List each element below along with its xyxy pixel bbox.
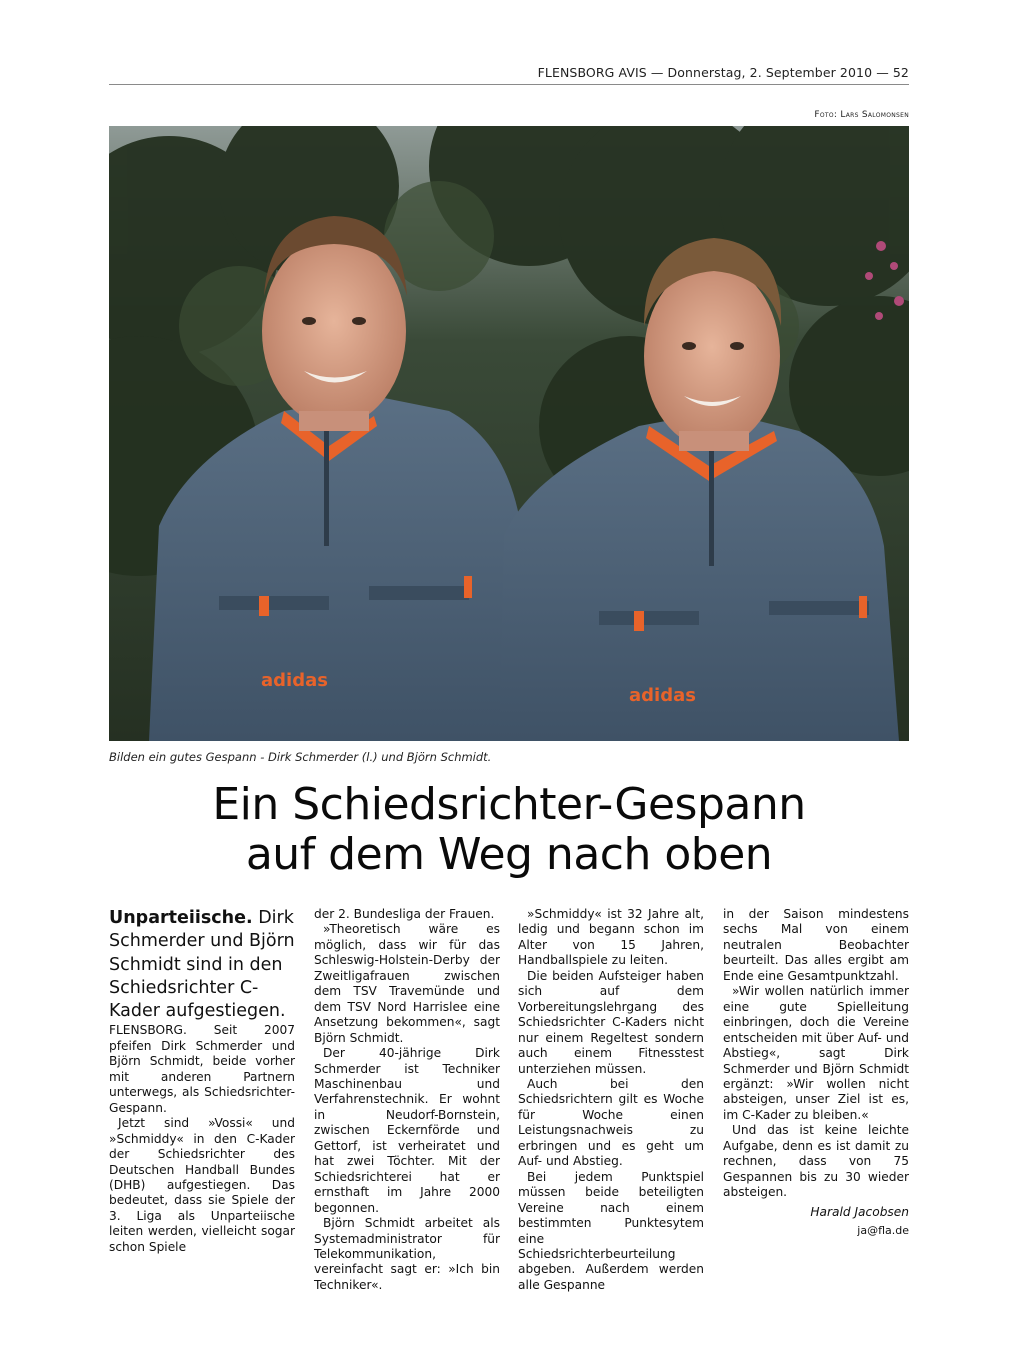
paragraph: Auch bei den Schiedsrichtern gilt es Woche für Woche einen Leistungsnachweis zu erbringen und es geht um Auf- und Abstieg. — [518, 1076, 704, 1169]
article-column-3 — [518, 907, 704, 1293]
paragraph: Jetzt sind »Vossi« und »Schmiddy« in den C-Kader der Schiedsrichter des Deutschen Handball Bundes (DHB) aufgestiegen. Das bedeutet, dass sie Spiele der 3. Liga als Unparteiische leiten werden, vielleicht sogar schon Spiele — [109, 1116, 295, 1254]
adidas-logo-left: adidas — [261, 670, 328, 691]
paragraph: »Theoretisch wäre es möglich, dass wir für das Schleswig-Holstein-Derby der Zweitligafrauen zwischen dem TSV Travemünde und dem TSV Nord Harrislee eine Ansetzung bekommen«, sagt Björn Schmidt. — [314, 922, 500, 1045]
author-name: Harald Jacobsen — [810, 1204, 909, 1219]
article-photo — [109, 126, 909, 741]
lead-text: Dirk Schmerder und Björn Schmidt sind in den Schiedsrichter C-Kader aufgestiegen. — [109, 908, 295, 1022]
paragraph: Bei jedem Punktspiel müssen beide beteiligten Vereine nach einem bestimmten Punktesytem eine Schiedsrichterbeurteilung abgeben. Außerdem werden alle Gespanne — [518, 1169, 704, 1292]
header-text: FLENSBORG AVIS — Donnerstag, 2. September 2010 — 52 — [537, 65, 909, 80]
paragraph: in der Saison mindestens sechs Mal von einem neutralen Beobachter beurteilt. Das alles ergibt am Ende eine Gesamtpunktzahl. — [723, 907, 909, 983]
paragraph: »Schmiddy« ist 32 Jahre alt, ledig und begann schon im Alter von 15 Jahren, Handballspiele zu leiten. — [518, 907, 704, 968]
photo-credit: Foto: Lars Salomonsen — [814, 110, 909, 120]
paragraph: FLENSBORG. Seit 2007 pfeifen Dirk Schmerder und Björn Schmidt, beide vorher mit anderen Partnern unterwegs, als Schiedsrichter-Gespann. — [109, 1023, 295, 1115]
article-column-4 — [723, 907, 909, 1239]
page-header — [109, 62, 909, 85]
paragraph: Der 40-jährige Dirk Schmerder ist Techniker Maschinenbau und Verfahrenstechnik. Er wohnt in Neudorf-Bornstein, zwischen Eckernförde und Gettorf, ist verheiratet und hat zwei Töchter. Mit der Schiedsrichterei hat er ernsthaft im Jahre 2000 begonnen. — [314, 1046, 500, 1215]
adidas-logo-right: adidas — [629, 685, 696, 706]
headline — [109, 780, 909, 880]
paragraph: Und das ist keine leichte Aufgabe, denn es ist damit zu rechnen, dass von 75 Gespannen bis zu 30 wieder absteigen. — [723, 1123, 909, 1200]
paragraph: Björn Schmidt arbeitet als Systemadministrator für Telekommunikation, vereinfacht sagt er: »Ich bin Techniker«. — [314, 1216, 500, 1292]
headline-line-2: auf dem Weg nach oben — [245, 829, 773, 880]
photo-caption: Bilden ein gutes Gespann - Dirk Schmerder (l.) und Björn Schmidt. — [109, 750, 492, 764]
paragraph: »Wir wollen natürlich immer eine gute Spielleitung einbringen, doch die Vereine entscheiden mit über Auf- und Abstieg«, sagt Dirk Schmerder und Björn Schmidt ergänzt: »Wir wollen nicht absteigen, unser Ziel ist es, im C-Kader zu bleiben.« — [723, 984, 909, 1122]
author-email: ja@fla.de — [857, 1224, 909, 1238]
paragraph: Die beiden Aufsteiger haben sich auf dem Vorbereitungslehrgang des Schiedsrichter C-Kaders nicht nur einem Regeltest sondern auch einem Fitnesstest unterziehen müssen. — [518, 968, 704, 1076]
lead-paragraph — [109, 907, 295, 1023]
headline-line-1: Ein Schiedsrichter-Gespann — [212, 779, 806, 830]
article-column-2 — [314, 907, 500, 1293]
lead-kicker: Unparteiische. — [109, 908, 253, 928]
paragraph: der 2. Bundesliga der Frauen. — [314, 907, 495, 921]
article-column-1 — [109, 907, 295, 1255]
